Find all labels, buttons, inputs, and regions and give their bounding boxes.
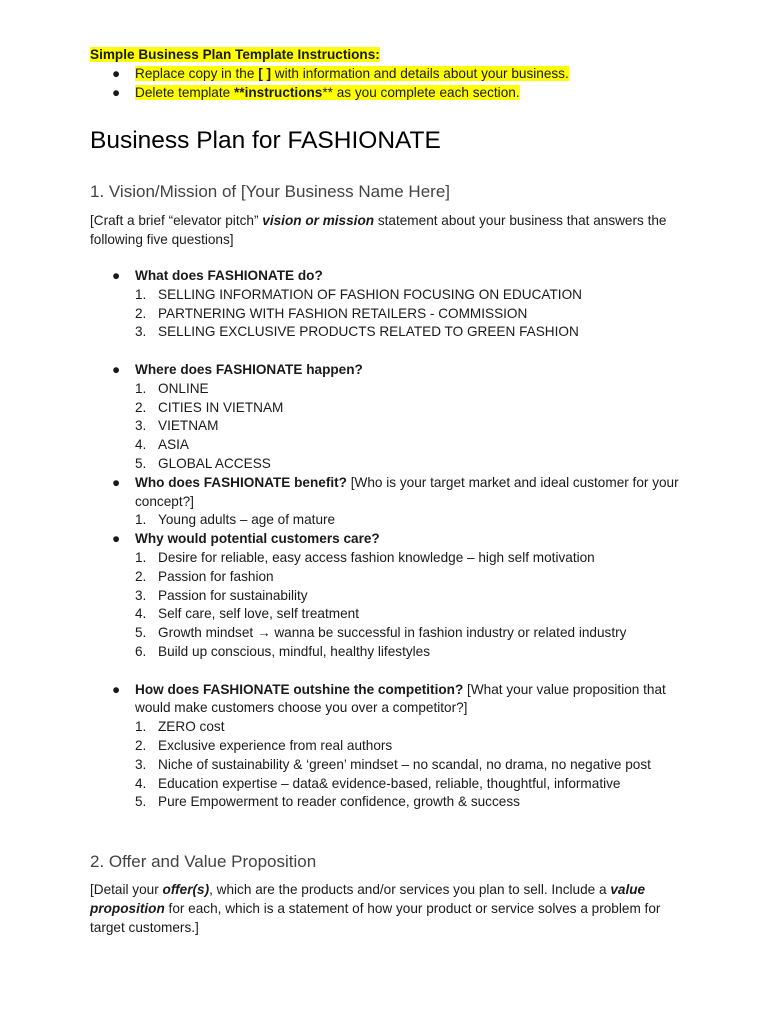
question-label: How does FASHIONATE outshine the competition? [135, 681, 464, 697]
list-text: Education expertise – data& evidence-based, reliable, thoughtful, informative [158, 775, 621, 791]
question-label: What does FASHIONATE do? [135, 268, 323, 283]
list-item [90, 455, 690, 474]
list-text: Build up conscious, mindful, healthy lifestyles [158, 643, 431, 659]
question-label: Where does FASHIONATE happen? [135, 361, 363, 377]
list-text: SELLING INFORMATION OF FASHION FOCUSING ON EDUCATION [158, 286, 582, 302]
bullet-icon: ● [112, 361, 121, 377]
list-text: Niche of sustainability & ‘green’ mindset – no scandal, no drama, no negative post [158, 756, 651, 772]
list-number: 2. [135, 399, 147, 415]
intro-text: [Craft a brief “elevator pitch” [90, 213, 263, 228]
list-item [90, 399, 690, 418]
list-text: Pure Empowerment to reader confidence, growth & success [158, 794, 520, 810]
list-text: SELLING EXCLUSIVE PRODUCTS RELATED TO GREEN FASHION [158, 324, 579, 340]
paragraph-emphasis: value proposition [90, 882, 646, 916]
list-item [90, 286, 690, 305]
paragraph-text: [Detail your [90, 882, 163, 897]
list-number: 4. [135, 606, 147, 622]
list-item [90, 756, 690, 775]
list-number: 5. [135, 625, 147, 641]
list-number: 1. [135, 380, 147, 396]
list-number: 5. [135, 794, 147, 810]
list-item [90, 305, 690, 324]
intro-text: statement about your business that answers the following five questions] [90, 213, 667, 247]
list-item [90, 718, 690, 737]
list-text: Exclusive experience from real authors [158, 737, 393, 753]
bullet-icon: ● [112, 474, 121, 490]
template-instructions [90, 45, 569, 102]
list-item [90, 775, 690, 794]
section2-heading: 2. Offer and Value Proposition [90, 852, 317, 871]
question-note: [What your value proposition that would make customers choose you over a competitor?] [135, 681, 666, 716]
bullet-icon: ● [112, 531, 121, 547]
list-number: 2. [135, 568, 147, 584]
instruction-bold: **instructions [234, 85, 323, 100]
question [90, 474, 690, 512]
instruction-text: with information and details about your business. [271, 66, 569, 81]
paragraph-text: for each, which is a statement of how your product or service solves a problem for target customers.] [90, 901, 661, 935]
list-text: GLOBAL ACCESS [158, 455, 271, 471]
bullet-icon: ● [112, 268, 121, 283]
list-item [90, 624, 690, 643]
bullet-icon: ● [112, 85, 121, 100]
list-item [90, 793, 690, 812]
list-number: 3. [135, 756, 147, 772]
list-number: 3. [135, 418, 147, 434]
question-label: Why would potential customers care? [135, 531, 380, 547]
question [90, 361, 690, 380]
list-item [90, 643, 690, 662]
list-text: Self care, self love, self treatment [158, 606, 359, 622]
list-item [90, 549, 690, 568]
list-item [90, 417, 690, 436]
section1-intro [90, 211, 690, 249]
list-number: 1. [135, 512, 147, 528]
question-note: [Who is your target market and ideal customer for your concept?] [135, 474, 679, 509]
instruction-bold: [ ] [258, 66, 272, 81]
list-text: VIETNAM [158, 418, 219, 434]
bullet-icon: ● [112, 681, 121, 697]
instruction-text: Delete template [135, 85, 234, 100]
list-item [90, 323, 690, 342]
instruction-item [90, 64, 569, 83]
list-number: 2. [135, 305, 147, 321]
list-number: 3. [135, 587, 147, 603]
question [90, 267, 690, 286]
instruction-item [90, 83, 569, 102]
list-text: CITIES IN VIETNAM [158, 399, 284, 415]
question [90, 681, 690, 719]
list-item [90, 568, 690, 587]
list-item [90, 587, 690, 606]
list-item [90, 737, 690, 756]
question-label: Who does FASHIONATE benefit? [135, 474, 347, 490]
list-item [90, 605, 690, 624]
list-text: Passion for sustainability [158, 587, 308, 603]
list-text: ZERO cost [158, 719, 225, 735]
list-item [90, 380, 690, 399]
list-text: Young adults – age of mature [158, 512, 336, 528]
paragraph-emphasis: offer(s) [162, 882, 210, 897]
question [90, 530, 690, 549]
instructions-title: Simple Business Plan Template Instructions: [90, 47, 380, 62]
instruction-text: ** as you complete each section. [322, 85, 520, 100]
list-text: Passion for fashion [158, 568, 274, 584]
list-text: ONLINE [158, 380, 209, 396]
list-item [90, 436, 690, 455]
list-text: PARTNERING WITH FASHION RETAILERS - COMMISSION [158, 305, 528, 321]
list-number: 4. [135, 775, 147, 791]
list-text: Desire for reliable, easy access fashion knowledge – high self motivation [158, 549, 595, 565]
questions-list [90, 267, 690, 812]
bullet-icon: ● [112, 66, 121, 81]
section2-paragraph [90, 880, 690, 937]
paragraph-text: , which are the products and/or services you plan to sell. Include a [209, 882, 611, 897]
list-number: 3. [135, 324, 147, 340]
section1-heading: 1. Vision/Mission of [Your Business Name Here] [90, 182, 451, 201]
instruction-text: Replace copy in the [135, 66, 259, 81]
list-item [90, 511, 690, 530]
list-number: 1. [135, 719, 147, 735]
intro-emphasis: vision or mission [262, 213, 375, 228]
list-number: 2. [135, 737, 147, 753]
list-number: 6. [135, 643, 147, 659]
list-text: ASIA [158, 437, 189, 453]
page-title: Business Plan for FASHIONATE [90, 127, 441, 154]
list-text: Growth mindset → wanna be successful in fashion industry or related industry [158, 625, 627, 641]
list-number: 4. [135, 437, 147, 453]
list-number: 1. [135, 286, 147, 302]
list-number: 5. [135, 455, 147, 471]
list-number: 1. [135, 549, 147, 565]
